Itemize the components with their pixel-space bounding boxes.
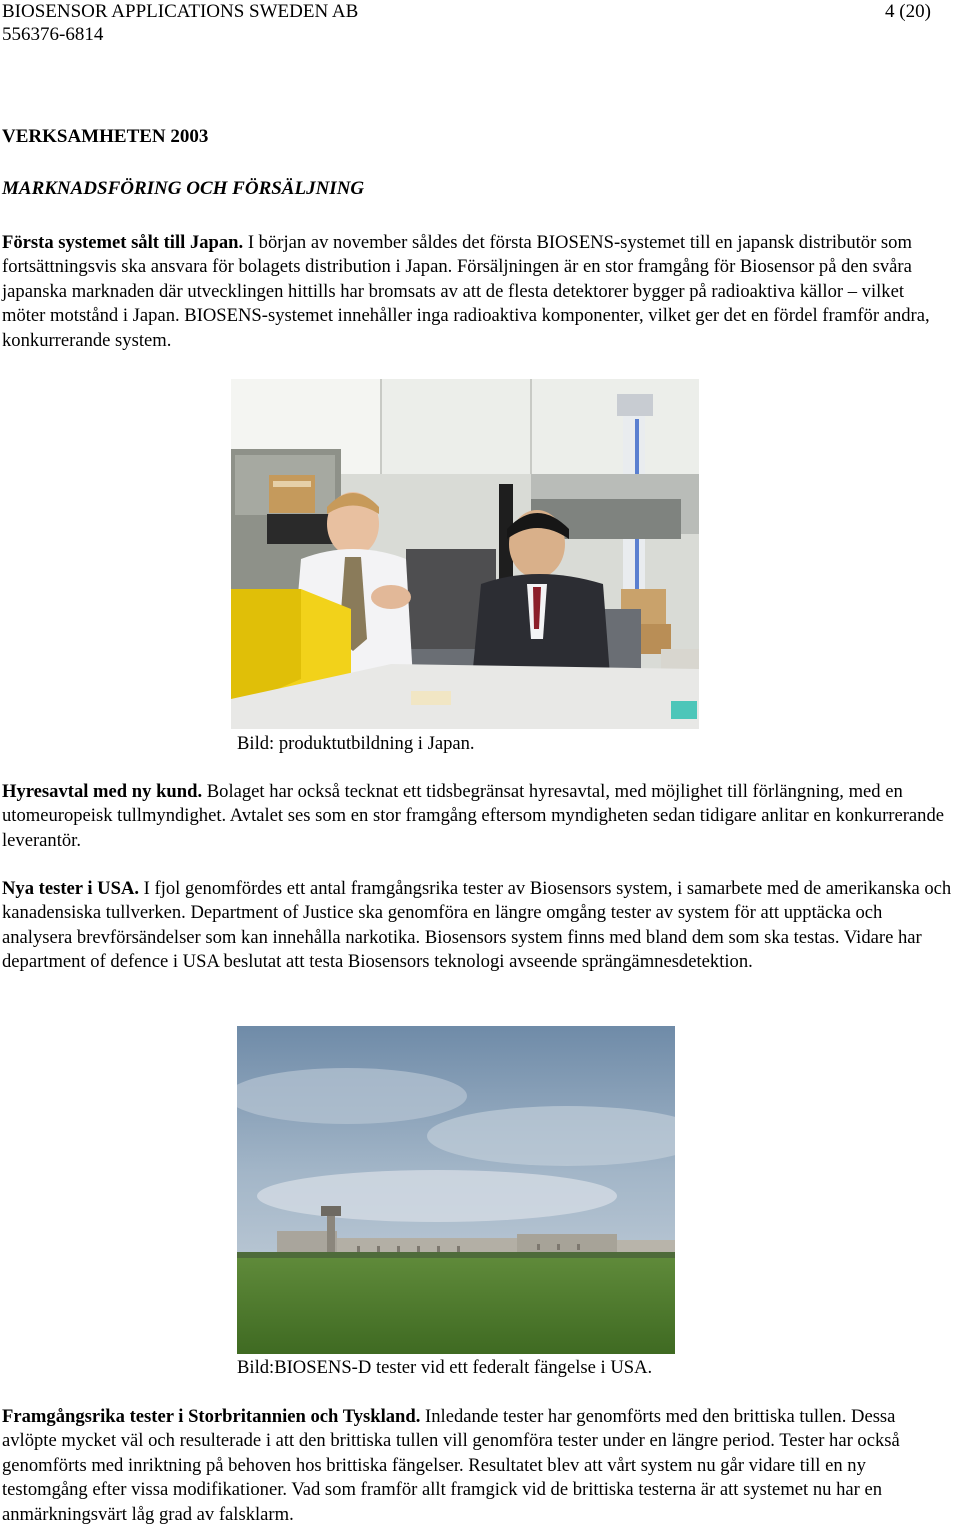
paragraph-japan-sale [2,231,952,353]
paragraph-text: Inledande tester har genomförts med den brittiska tullen. Dessa avlöpte mycket väl och resulterade i att den brittiska tullen vill genomföra tester under en längre period. Tester har också genomförts med inriktning på behoven hos brittiska fängelser. Resultatet blev att vårt system nu går vidare till en ny testomgång efter vissa modifikationer. Vad som framför allt framgick vid de brittiska testerna är att systemet nu har en anmärkningsvärt låg grad av falsklarm. [2,1406,900,1525]
paragraph-lead: Hyresavtal med ny kund. [2,781,203,802]
paragraph-text: I början av november såldes det första BIOSENS-systemet till en japansk distributör som fortsättningsvis ska ansvara för bolagets distribution i Japan. Försäljningen är en stor framgång för Biosensor på den svåra japanska marknaden där utvecklingen hittills har bromsats av att de flesta detektorer bygger på radioaktiva källor – vilket möter motstånd i Japan. BIOSENS-systemet innehåller inga radioaktiva komponenter, vilket ger det en fördel framför andra, konkurrerande system. [2,232,930,351]
prison-photo [237,1026,675,1354]
page-number: 4 (20) [885,1,931,22]
paragraph-lead: Nya tester i USA. [2,878,140,899]
org-number: 556376-6814 [2,24,104,45]
paragraph-lead: Första systemet sålt till Japan. [2,232,244,253]
section-title: VERKSAMHETEN 2003 [2,126,209,147]
company-name: BIOSENSOR APPLICATIONS SWEDEN AB [2,1,359,22]
section-subtitle: MARKNADSFÖRING OCH FÖRSÄLJNING [2,178,365,199]
paragraph-rental-agreement [2,780,952,853]
paragraph-uk-germany-tests [2,1405,952,1527]
training-photo [231,379,699,729]
paragraph-usa-tests [2,877,952,975]
paragraph-lead: Framgångsrika tester i Storbritannien och Tyskland. [2,1406,421,1427]
figure-caption-training: Bild: produktutbildning i Japan. [237,733,475,754]
figure-caption-prison: Bild:BIOSENS-D tester vid ett federalt fängelse i USA. [237,1357,653,1378]
paragraph-text: Bolaget har också tecknat ett tidsbegränsat hyresavtal, med möjlighet till förlängning, med en utomeuropeisk tullmyndighet. Avtalet ses som en stor framgång eftersom myndigheten sedan tidigare anlitar en konkurrerande leverantör. [2,781,944,851]
paragraph-text: I fjol genomfördes ett antal framgångsrika tester av Biosensors system, i samarbete med de amerikanska och kanadensiska tullverken. Department of Justice ska genomföra en längre omgång tester av system för att upptäcka och analysera brevförsändelser som kan innehålla narkotika. Biosensors system finns med bland dem som ska testas. Vidare har department of defence i USA beslutat att testa Biosensors teknologi avseende sprängämnesdetektion. [2,878,952,973]
